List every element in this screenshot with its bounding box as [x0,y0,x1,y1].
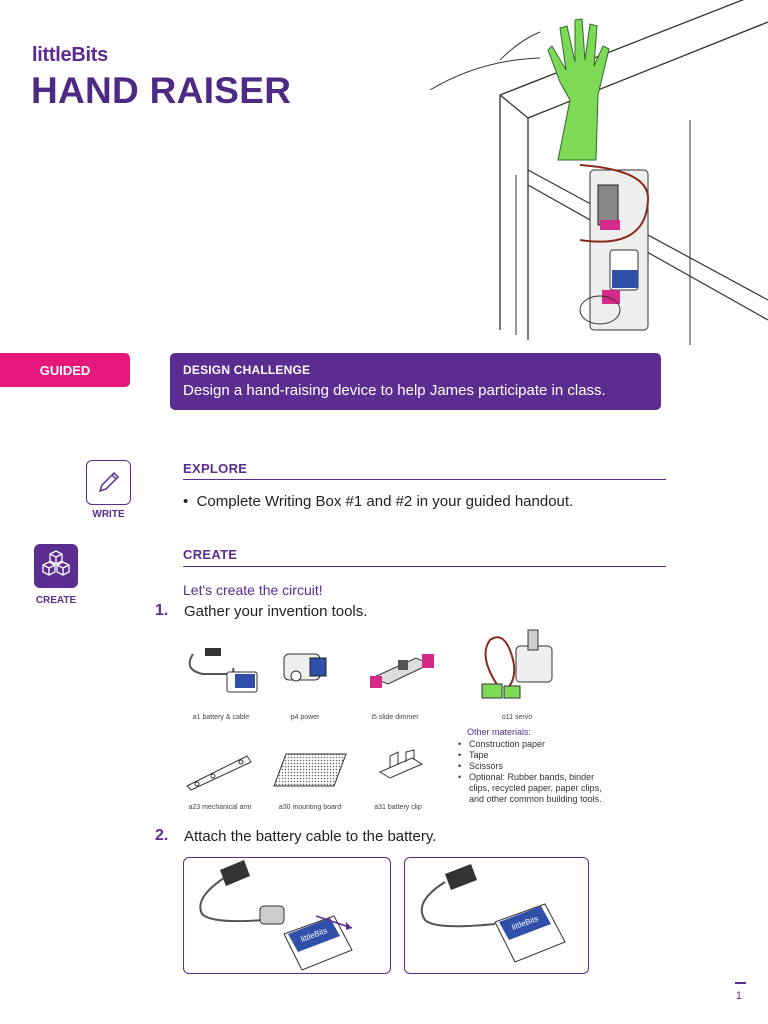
battery-connected-illustration [405,858,588,973]
power-module-icon [280,648,330,688]
create-heading: CREATE [183,547,238,562]
part-caption-mechanical-arm: a23 mechanical arm [188,804,252,811]
list-item: • Scissors [458,761,609,772]
explore-bullet: • Complete Writing Box #1 and #2 in your guided handout. [183,493,574,510]
mechanical-arm-icon [183,750,255,792]
battery-attach-after-panel [404,857,589,974]
step-1-number: 1. [155,602,169,619]
part-caption-servo: o11 servo [501,714,533,721]
guided-badge: GUIDED [0,353,130,387]
explore-heading: EXPLORE [183,461,248,476]
part-caption-power: p4 power [290,714,320,721]
servo-icon [478,626,562,706]
battery-cable-icon [183,640,263,700]
brand-logo: littleBits [32,44,108,66]
explore-divider [183,479,666,480]
battery-label: littleBits [299,925,329,944]
other-materials-title: Other materials: [467,727,532,737]
step-1-text: Gather your invention tools. [184,603,368,620]
challenge-text: Design a hand-raising device to help James participate in class. [183,382,606,399]
part-caption-battery-cable: a1 battery & cable [192,714,250,721]
create-divider [183,566,666,567]
list-item: • Construction paper [458,739,609,750]
list-item: • Optional: Rubber bands, binder clips, recycled paper, paper clips, and other common building tools. [458,772,609,805]
battery-disconnected-illustration [184,858,390,973]
design-challenge-banner [170,353,661,410]
battery-attach-before-panel [183,857,391,974]
hero-hand-raiser-illustration [420,0,768,345]
mounting-board-icon [272,750,348,790]
step-2-number: 2. [155,827,169,844]
challenge-heading: DESIGN CHALLENGE [183,363,311,377]
page-number: 1 [735,990,742,1002]
battery-label: littleBits [510,913,540,932]
create-cubes-icon [34,544,78,588]
slide-dimmer-icon [368,648,436,694]
part-caption-mounting-board: a30 mounting board [278,804,342,811]
create-subheading: Let's create the circuit! [183,582,323,598]
page-title: HAND RAISER [31,70,292,111]
create-icon-label: CREATE [35,595,77,606]
step-2-text: Attach the battery cable to the battery. [184,828,437,845]
other-materials-list [458,739,609,805]
part-caption-slide-dimmer: i5 slide dimmer [371,714,419,721]
part-caption-battery-clip: a31 battery clip [374,804,422,811]
battery-clip-icon [376,748,426,784]
page-number-bar [735,982,746,984]
write-pencil-icon [86,460,131,505]
explore-bullet-text: Complete Writing Box #1 and #2 in your guided handout. [196,493,574,510]
list-item: • Tape [458,750,609,761]
write-icon-label: WRITE [92,509,125,520]
